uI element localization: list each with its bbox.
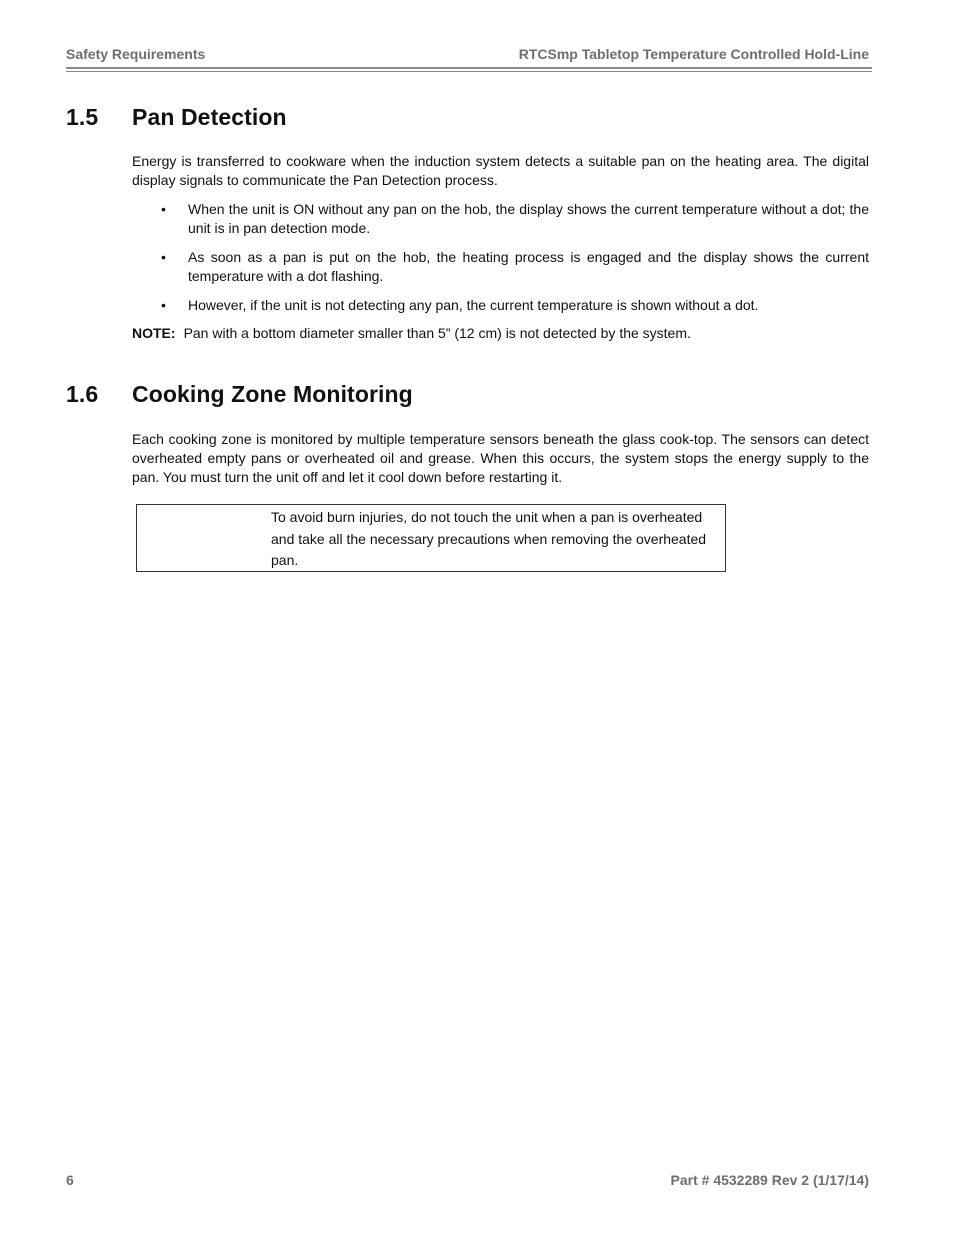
warning-text: To avoid burn injuries, do not touch the unit when a pan is overheated and take all the necessary precautions when removing the overheated pan. bbox=[271, 509, 707, 568]
page-footer bbox=[66, 1171, 871, 1191]
list-item-text: However, if the unit is not detecting any pan, the current temperature is shown without a dot. bbox=[188, 297, 759, 313]
header-rule-thin bbox=[66, 71, 872, 72]
warning-box bbox=[136, 504, 726, 572]
header-rule-thick bbox=[66, 67, 872, 69]
pan-detection-intro: Energy is transferred to cookware when the induction system detects a suitable pan on the heating area. The digital display signals to communicate the Pan Detection process. bbox=[132, 153, 869, 188]
list-item bbox=[132, 200, 869, 238]
bullet-icon: • bbox=[161, 249, 166, 265]
part-number: Part # 4532289 Rev 2 (1/17/14) bbox=[670, 1172, 869, 1188]
section-title: Cooking Zone Monitoring bbox=[132, 381, 413, 407]
cooking-zone-body: Each cooking zone is monitored by multiple temperature sensors beneath the glass cook-top. The sensors can detect overheated empty pans or overheated oil and grease. When this occurs, the system stops the energy supply to the pan. You must turn the unit off and let it cool down before restarting it. bbox=[132, 431, 869, 485]
note-text: Pan with a bottom diameter smaller than 5” (12 cm) is not detected by the system. bbox=[183, 325, 691, 341]
section-number: 1.5 bbox=[66, 104, 99, 130]
note-label: NOTE: bbox=[132, 325, 176, 341]
section-number: 1.6 bbox=[66, 381, 99, 407]
list-item bbox=[132, 296, 869, 315]
section-title: Pan Detection bbox=[132, 104, 287, 130]
pan-detection-note bbox=[132, 324, 691, 343]
list-item bbox=[132, 248, 869, 286]
bullet-icon: • bbox=[161, 201, 166, 217]
page-header bbox=[66, 45, 871, 65]
warning-icon-placeholder bbox=[137, 505, 261, 571]
header-document-title: RTCSmp Tabletop Temperature Controlled Hold-Line bbox=[518, 46, 869, 62]
list-item-text: When the unit is ON without any pan on the hob, the display shows the current temperature without a dot; the unit is in pan detection mode. bbox=[188, 201, 869, 236]
bullet-icon: • bbox=[161, 297, 166, 313]
list-item-text: As soon as a pan is put on the hob, the heating process is engaged and the display shows the current temperature with a dot flashing. bbox=[188, 249, 869, 284]
page-number: 6 bbox=[66, 1172, 74, 1188]
pan-detection-bullets bbox=[132, 200, 869, 315]
header-section-title: Safety Requirements bbox=[66, 46, 206, 62]
